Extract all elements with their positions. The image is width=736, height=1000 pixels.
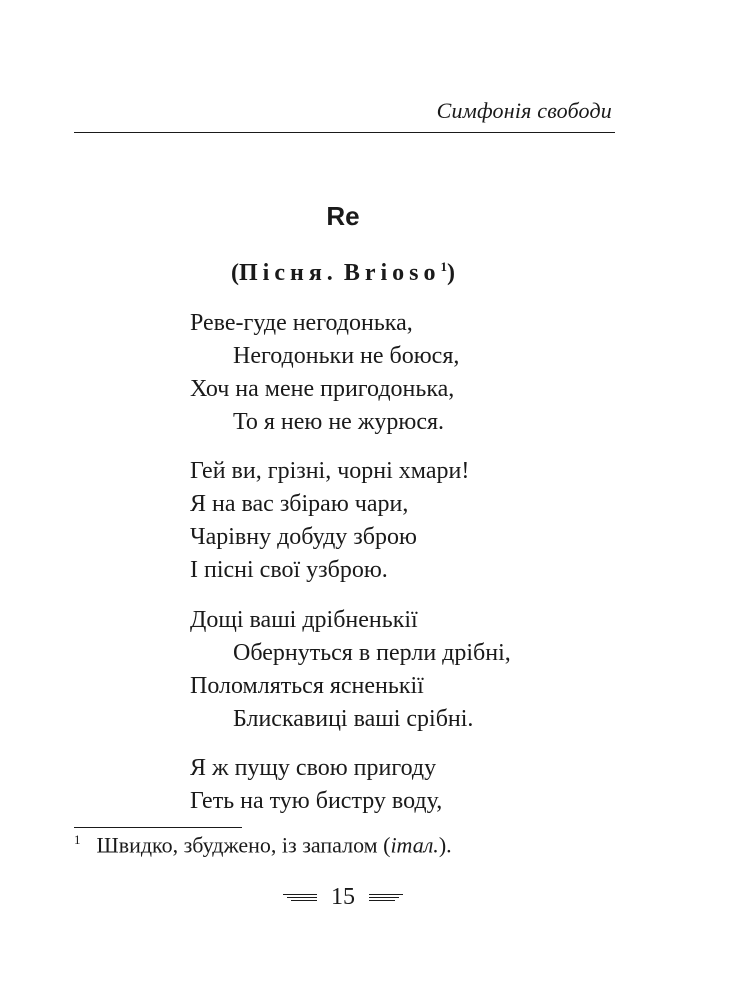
verse-line: Чарівну добуду зброю: [190, 524, 417, 550]
footnote-text-end: ).: [438, 832, 452, 858]
verse-line: Поломляться ясненькії: [190, 673, 424, 699]
verse-line: Дощі ваші дрібненькії: [190, 607, 418, 633]
verse-line: То я нею не журюся.: [233, 409, 445, 435]
stanza-4: [190, 752, 442, 818]
footnote-abbr: італ.: [390, 832, 439, 858]
subtitle-tempo: Brioso: [343, 260, 441, 286]
running-head: Симфонія свободи: [436, 98, 612, 123]
poem-subtitle: [0, 260, 686, 287]
subtitle-close-paren: ): [446, 260, 455, 286]
ornament-left: [283, 892, 317, 903]
verse-line: Гей ви, грізні, чорні хмари!: [190, 458, 470, 484]
header-rule: [74, 132, 615, 133]
verse-line: Я на вас збіраю чари,: [190, 491, 409, 517]
footnote: [74, 832, 452, 858]
subtitle-word: Пісня.: [239, 260, 338, 286]
verse-line: Я ж пущу свою пригоду: [190, 755, 437, 781]
subtitle-open-paren: (: [231, 260, 239, 286]
poem-title: Re: [326, 201, 360, 231]
verse-line: Негодоньки не боюся,: [233, 343, 460, 369]
footnote-ref: 1: [440, 259, 447, 274]
stanza-2: [190, 455, 469, 587]
stanza-3: [190, 604, 511, 736]
page-footer: [0, 884, 686, 911]
verse-line: Геть на тую бистру воду,: [190, 788, 443, 814]
stanza-1: [190, 307, 459, 439]
page-number: 15: [331, 884, 355, 910]
ornament-right: [369, 892, 403, 903]
footnote-rule: [74, 827, 242, 828]
footnote-text: Швидко, збуджено, із запалом (: [96, 832, 391, 858]
verse-line: І пісні свої узброю.: [190, 557, 388, 583]
footnote-mark: 1: [74, 832, 81, 847]
verse-line: Хоч на мене пригодонька,: [190, 376, 455, 402]
verse-line: Реве-гуде негодонька,: [190, 310, 413, 336]
verse-line: Блискавиці ваші срібні.: [233, 706, 474, 732]
verse-line: Обернуться в перли дрібні,: [233, 640, 511, 666]
